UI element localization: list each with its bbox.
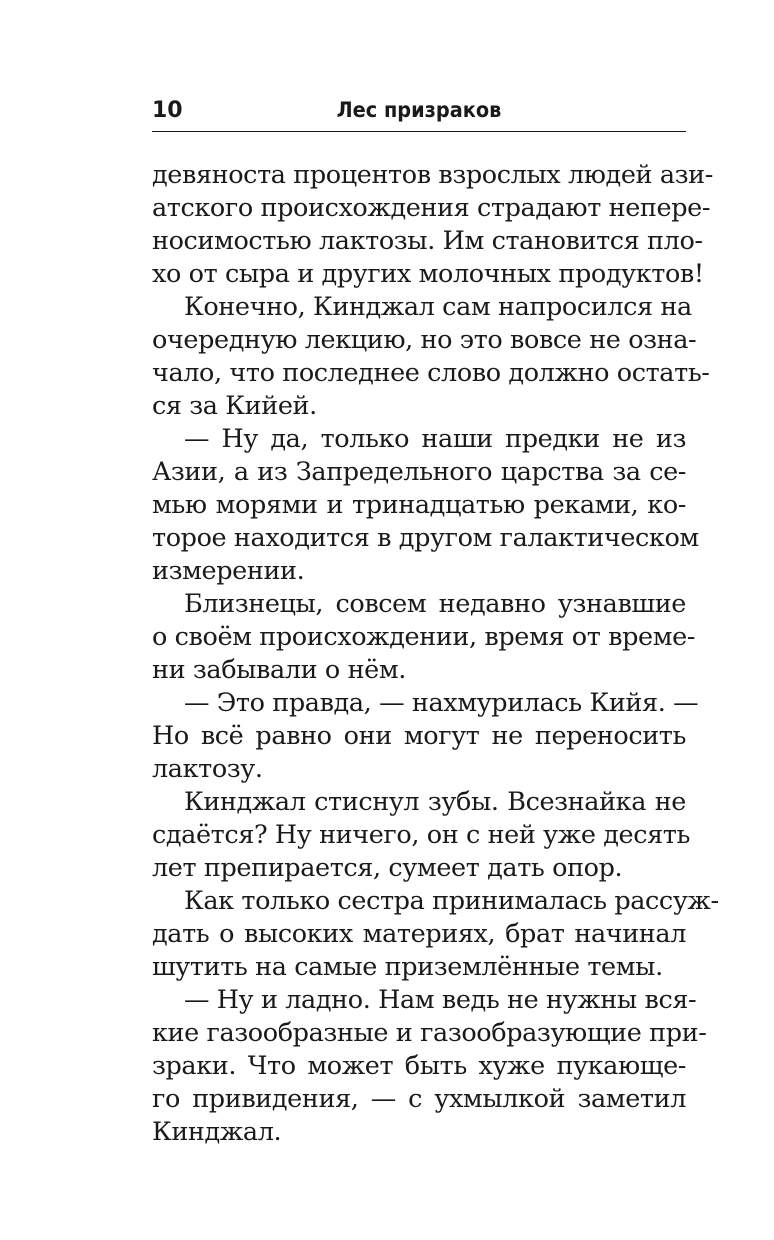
paragraph bbox=[152, 984, 707, 1149]
text-line: шутить на самые приземлённые темы. bbox=[152, 952, 663, 982]
header-rule bbox=[152, 131, 686, 132]
text-line: атского происхождения страдают непере- bbox=[152, 193, 711, 223]
text-line: Кинджал стиснул зубы. Всезнайка не bbox=[184, 787, 686, 817]
paragraph bbox=[152, 786, 690, 885]
text-line: ся за Кийей. bbox=[152, 391, 317, 421]
text-line: Конечно, Кинджал сам напросился на bbox=[184, 292, 692, 322]
text-line: торое находится в другом галактическом bbox=[152, 523, 699, 553]
text-line: — Это правда, — нахмурилась Кийя. — bbox=[184, 688, 699, 718]
text-line: носимостью лактозы. Им становится пло- bbox=[152, 226, 703, 256]
text-line: очередную лекцию, но это вовсе не озна- bbox=[152, 325, 697, 355]
text-line: чало, что последнее слово должно остать- bbox=[152, 358, 710, 388]
text-line: Близнецы, совсем недавно узнавшие bbox=[184, 589, 686, 619]
paragraph bbox=[152, 423, 699, 588]
text-line: Но всё равно они могут не переносить bbox=[152, 721, 686, 751]
text-line: хо от сыра и других молочных продуктов! bbox=[152, 259, 704, 289]
page-number: 10 bbox=[152, 98, 183, 123]
text-line: дать о высоких материях, брат начинал bbox=[152, 919, 686, 949]
text-line: Кинджал. bbox=[152, 1117, 282, 1147]
paragraph bbox=[152, 588, 696, 687]
text-line: Азии, а из Запредельного царства за се- bbox=[152, 457, 686, 487]
body-text bbox=[152, 159, 719, 1149]
text-line: го привидения, — с ухмылкой заметил bbox=[152, 1084, 686, 1114]
page-header bbox=[152, 96, 686, 130]
text-line: зраки. Что может быть хуже пукающе- bbox=[152, 1051, 686, 1081]
text-line: девяноста процентов взрослых людей ази- bbox=[152, 160, 713, 190]
text-line: кие газообразные и газообразующие при- bbox=[152, 1018, 707, 1048]
text-line: — Ну да, только наши предки не из bbox=[184, 424, 686, 454]
text-line: мью морями и тринадцатью реками, ко- bbox=[152, 490, 686, 520]
text-line: сдаётся? Ну ничего, он с ней уже десять bbox=[152, 820, 690, 850]
text-line: — Ну и ладно. Нам ведь не нужны вся- bbox=[184, 985, 697, 1015]
text-line: Как только сестра принималась рассуж- bbox=[184, 886, 719, 916]
text-line: лет препирается, сумеет дать опор. bbox=[152, 853, 623, 883]
text-line: лактозу. bbox=[152, 754, 263, 784]
text-line: ни забывали о нём. bbox=[152, 655, 407, 685]
paragraph bbox=[152, 687, 699, 786]
running-title: Лес призраков bbox=[336, 98, 502, 122]
paragraph bbox=[152, 885, 719, 984]
paragraph bbox=[152, 159, 713, 291]
paragraph bbox=[152, 291, 710, 423]
text-line: измерении. bbox=[152, 556, 305, 586]
text-line: о своём происхождении, время от време- bbox=[152, 622, 696, 652]
